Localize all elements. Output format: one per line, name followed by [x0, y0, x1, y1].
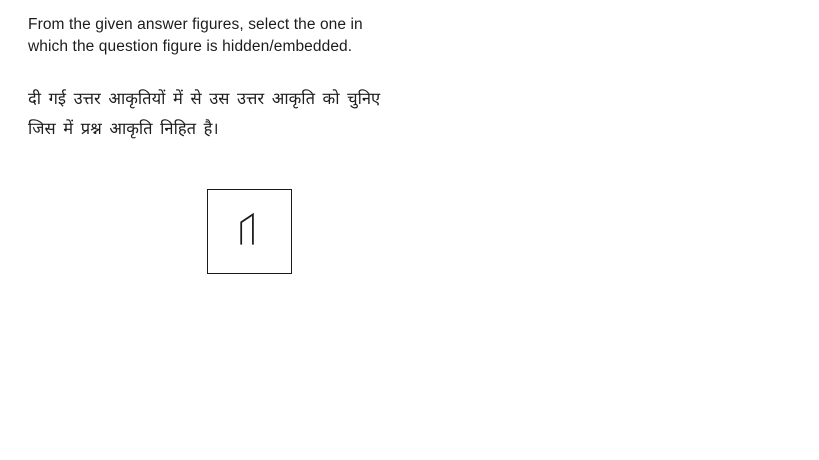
instruction-english: [28, 14, 488, 58]
instruction-hindi-line-1: दी गई उत्तर आकृतियों में से उस उत्तर आकृति को चुनिए: [28, 90, 381, 108]
question-figure-box: [207, 189, 292, 274]
instruction-english-line-2: which the question figure is hidden/embedded.: [28, 38, 353, 55]
instruction-hindi-line-2: जिस में प्रश्न आकृति निहित है।: [28, 120, 219, 138]
instruction-english-line-1: From the given answer figures, select the one in: [28, 16, 363, 33]
instruction-hindi: [28, 84, 548, 144]
question-figure-shape-icon: [208, 190, 291, 273]
